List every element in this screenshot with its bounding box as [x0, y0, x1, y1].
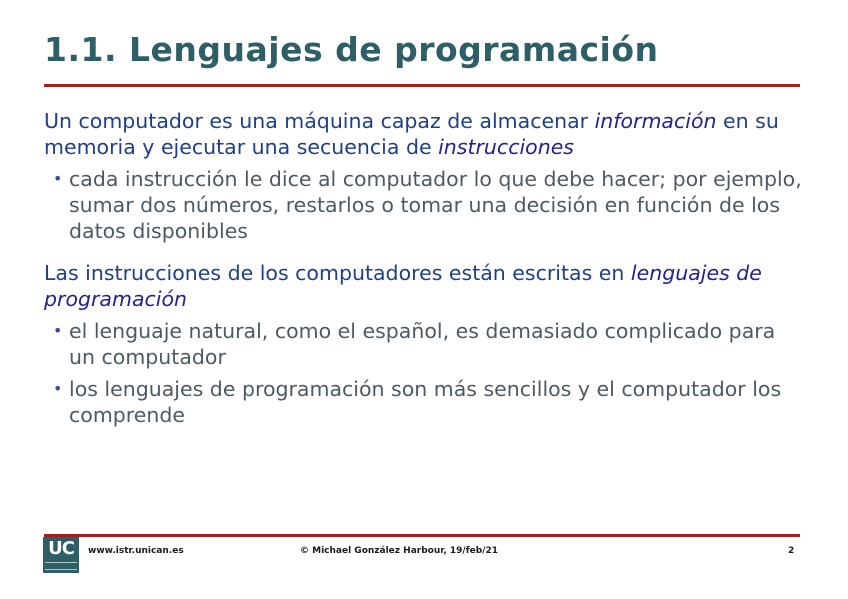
bullet-list-1	[44, 166, 804, 244]
bullet-dot-icon: •	[53, 169, 63, 188]
bullet-dot-icon: •	[53, 321, 63, 340]
bullet-list-2	[44, 318, 804, 428]
paragraph-2-text: Las instrucciones de los computadores están escritas en	[44, 261, 631, 285]
logo-subline	[45, 562, 77, 570]
logo-text: UC	[48, 538, 74, 559]
paragraph-1-emphasis-1: información	[594, 109, 717, 133]
footer-rule	[44, 534, 800, 537]
paragraph-1-emphasis-2: instrucciones	[438, 135, 574, 159]
paragraph-2-emphasis: lenguajes de programación	[44, 261, 762, 311]
bullet-item	[44, 318, 804, 370]
slide-content	[44, 108, 804, 434]
bullet-text: cada instrucción le dice al computador lo que debe hacer; por ejemplo, sumar dos números, restarlos o tomar una decisión en función de los datos disponibles	[69, 167, 802, 243]
bullet-text: el lenguaje natural, como el español, es demasiado complicado para un computador	[69, 319, 776, 369]
page-number: 2	[788, 546, 795, 556]
paragraph-1-text-b: en su memoria y ejecutar una secuencia de	[44, 109, 779, 159]
bullet-dot-icon: •	[53, 379, 63, 398]
slide-title: 1.1. Lenguajes de programación	[44, 30, 659, 69]
bullet-item	[44, 376, 804, 428]
paragraph-2	[44, 260, 804, 312]
footer-copyright: © Michael González Harbour, 19/feb/21	[300, 546, 498, 556]
paragraph-1-text-a: Un computador es una máquina capaz de almacenar	[44, 109, 595, 133]
bullet-text: los lenguajes de programación son más sencillos y el computador los comprende	[69, 377, 782, 427]
footer-url: www.istr.unican.es	[88, 546, 184, 556]
paragraph-1	[44, 108, 804, 160]
title-rule	[44, 84, 800, 87]
university-logo	[43, 537, 79, 573]
bullet-item	[44, 166, 804, 244]
